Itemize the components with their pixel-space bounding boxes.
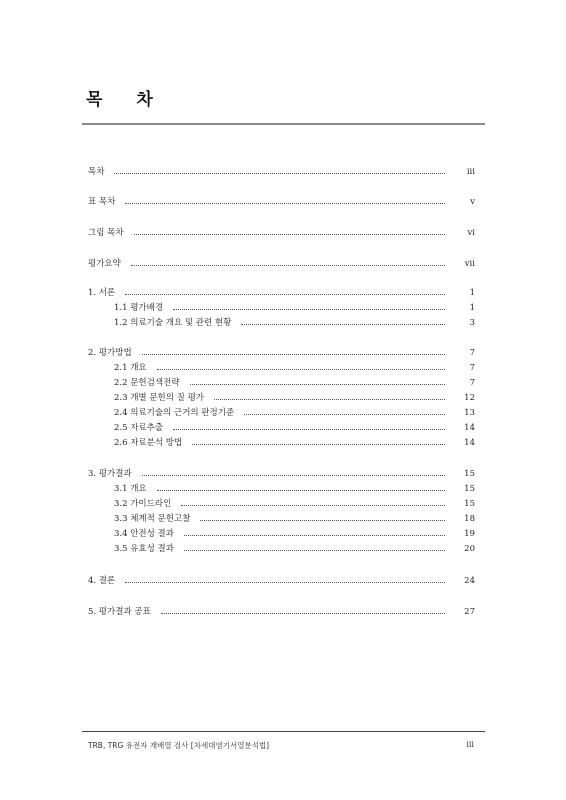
toc-subentry[interactable] (114, 542, 475, 556)
toc-leader-dots (125, 203, 445, 204)
toc-subentry[interactable] (114, 301, 475, 315)
toc-leader-dots (114, 173, 445, 174)
toc-entry-page: 20 (464, 544, 475, 554)
toc-entry-label: 2.3 개별 문헌의 질 평가 (114, 393, 205, 403)
toc-entry-page: 7 (469, 363, 475, 373)
toc-entry-page: v (470, 197, 475, 207)
toc-entry-label: 2.1 개요 (114, 363, 147, 373)
toc-entry[interactable] (88, 605, 475, 619)
toc-leader-dots (214, 399, 445, 400)
toc-leader-dots (142, 475, 445, 476)
toc-subentry[interactable] (114, 361, 475, 375)
toc-entry-label: 목차 (88, 167, 105, 177)
toc-entry-page: 24 (464, 576, 475, 586)
toc-entry-page: 1 (469, 288, 475, 298)
toc-leader-dots (184, 550, 445, 551)
toc-leader-dots (192, 444, 445, 445)
toc-leader-dots (157, 490, 445, 491)
toc-entry-label: 2.6 자료분석 방법 (114, 438, 183, 448)
toc-entry-page: 14 (464, 423, 475, 433)
toc-entry[interactable] (88, 226, 475, 240)
toc-entry-label: 3.2 가이드라인 (114, 499, 172, 509)
toc-subentry[interactable] (114, 512, 475, 526)
toc-entry-label: 3.3 체계적 문헌고찰 (114, 514, 191, 524)
toc-entry-page: 27 (464, 607, 475, 617)
toc-entry-label: 2.4 의료기술의 근거의 판정기준 (114, 408, 235, 418)
toc-entry-label: 1. 서론 (88, 288, 116, 298)
toc-entry[interactable] (88, 257, 475, 271)
toc-entry-page: iii (466, 167, 475, 177)
toc-entry-label: 그림 목차 (88, 228, 124, 238)
toc-entry-page: 1 (469, 303, 475, 313)
toc-entry-label: 1.2 의료기술 개요 및 관련 현황 (114, 318, 232, 328)
footer-page-number: iii (466, 740, 474, 749)
toc-leader-dots (200, 520, 445, 521)
toc-entry-page: 15 (464, 499, 475, 509)
toc-subentry[interactable] (114, 497, 475, 511)
toc-entry-label: 평가요약 (88, 259, 121, 269)
toc-leader-dots (157, 369, 445, 370)
toc-entry-label: 1.1 평가배경 (114, 303, 164, 313)
toc-leader-dots (241, 324, 445, 325)
toc-entry-page: 13 (464, 408, 475, 418)
toc-entry-label: 3.5 유효성 결과 (114, 544, 174, 554)
toc-subentry[interactable] (114, 376, 475, 390)
toc-entry-page: 3 (469, 318, 475, 328)
toc-entry[interactable] (88, 467, 475, 481)
toc-entry[interactable] (88, 286, 475, 300)
toc-subentry[interactable] (114, 316, 475, 330)
toc-leader-dots (244, 414, 445, 415)
toc-leader-dots (173, 429, 445, 430)
toc-entry-page: 7 (469, 348, 475, 358)
toc-entry-label: 3.4 안전성 결과 (114, 529, 174, 539)
toc-leader-dots (125, 294, 445, 295)
toc-entry-page: 14 (464, 438, 475, 448)
title-divider (82, 123, 485, 125)
toc-entry[interactable] (88, 574, 475, 588)
toc-subentry[interactable] (114, 391, 475, 405)
toc-entry-page: 12 (464, 393, 475, 403)
toc-entry-page: 15 (464, 484, 475, 494)
toc-leader-dots (142, 354, 445, 355)
toc-entry-label: 4. 결론 (88, 576, 116, 586)
toc-entry-label: 2. 평가방법 (88, 348, 132, 358)
toc-entry-page: 7 (469, 378, 475, 388)
toc-subentry[interactable] (114, 421, 475, 435)
toc-leader-dots (173, 309, 445, 310)
toc-leader-dots (134, 234, 445, 235)
toc-entry-page: 18 (464, 514, 475, 524)
toc-entry[interactable] (88, 195, 475, 209)
page-title: 목 차 (86, 90, 167, 110)
toc-entry-label: 2.5 자료추출 (114, 423, 164, 433)
toc-entry-label: 5. 평가결과 공표 (88, 607, 151, 617)
toc-subentry[interactable] (114, 482, 475, 496)
toc-leader-dots (131, 265, 445, 266)
toc-entry-page: 19 (464, 529, 475, 539)
toc-entry-page: vii (464, 259, 475, 269)
toc-subentry[interactable] (114, 527, 475, 541)
toc-entry[interactable] (88, 346, 475, 360)
toc-leader-dots (161, 613, 445, 614)
footer-document-title: TRB, TRG 유전자 재배열 검사 [차세대염기서열분석법] (88, 741, 270, 750)
toc-subentry[interactable] (114, 406, 475, 420)
toc-subentry[interactable] (114, 436, 475, 450)
toc-entry-label: 3.1 개요 (114, 484, 147, 494)
footer-divider (82, 731, 485, 732)
toc-entry[interactable] (88, 165, 475, 179)
toc-entry-label: 3. 평가결과 (88, 469, 132, 479)
toc-entry-page: 15 (464, 469, 475, 479)
toc-leader-dots (184, 535, 445, 536)
toc-leader-dots (181, 505, 445, 506)
toc-entry-page: vi (467, 228, 475, 238)
toc-leader-dots (125, 582, 445, 583)
toc-entry-label: 표 목차 (88, 197, 116, 207)
toc-leader-dots (190, 384, 446, 385)
toc-entry-label: 2.2 문헌검색전략 (114, 378, 180, 388)
